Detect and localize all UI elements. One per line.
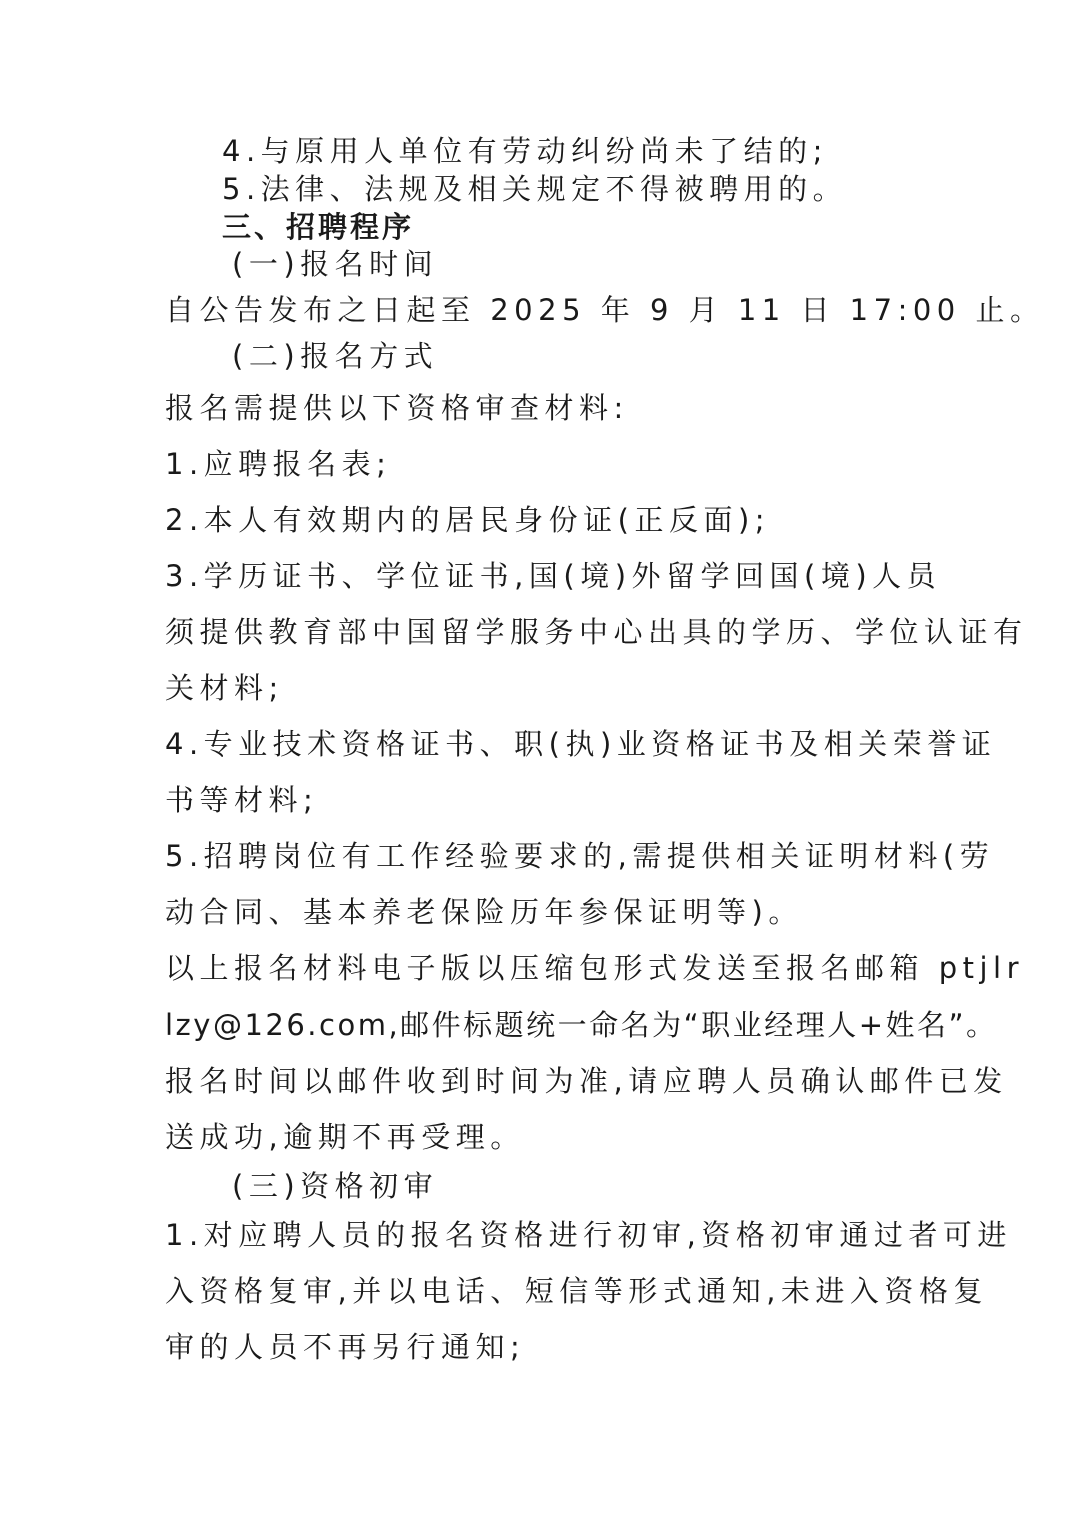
material-item-5: 5.招聘岗位有工作经验要求的,需提供相关证明材料(劳 (165, 839, 995, 873)
review-item-1: 1.对应聘人员的报名资格进行初审,资格初审通过者可进 (165, 1218, 1012, 1252)
email-address-line: lzy@126.com,邮件标题统一命名为“职业经理人+姓名”。 (165, 1008, 998, 1042)
paragraph-line: 报名需提供以下资格审查材料: (165, 391, 629, 425)
paragraph-line: 报名时间以邮件收到时间为准,请应聘人员确认邮件已发 (165, 1064, 1008, 1098)
paragraph-line: 以上报名材料电子版以压缩包形式发送至报名邮箱 ptjlr (165, 951, 1025, 985)
exclusion-item-4: 4.与原用人单位有劳动纠纷尚未了结的; (222, 134, 828, 168)
subsection-heading-registration-method: (二)报名方式 (232, 339, 439, 373)
subsection-heading-registration-time: (一)报名时间 (232, 247, 439, 281)
section-heading-recruitment-procedure: 三、招聘程序 (222, 210, 415, 244)
paragraph-line: 送成功,逾期不再受理。 (165, 1120, 525, 1154)
paragraph-line: 动合同、基本养老保险历年参保证明等)。 (165, 895, 803, 929)
paragraph-line: 须提供教育部中国留学服务中心出具的学历、学位认证有 (165, 615, 1028, 649)
paragraph-line: 关材料; (165, 671, 284, 705)
material-item-1: 1.应聘报名表; (165, 447, 392, 481)
material-item-4: 4.专业技术资格证书、职(执)业资格证书及相关荣誉证 (165, 727, 997, 761)
material-item-3: 3.学历证书、学位证书,国(境)外留学回国(境)人员 (165, 559, 942, 593)
paragraph-line: 审的人员不再另行通知; (165, 1330, 526, 1364)
material-item-2: 2.本人有效期内的居民身份证(正反面); (165, 503, 771, 537)
subsection-heading-preliminary-review: (三)资格初审 (232, 1169, 439, 1203)
registration-time-text: 自公告发布之日起至 2025 年 9 月 11 日 17:00 止。 (165, 293, 1045, 327)
paragraph-line: 入资格复审,并以电话、短信等形式通知,未进入资格复 (165, 1274, 988, 1308)
exclusion-item-5: 5.法律、法规及相关规定不得被聘用的。 (222, 172, 848, 206)
paragraph-line: 书等材料; (165, 783, 319, 817)
